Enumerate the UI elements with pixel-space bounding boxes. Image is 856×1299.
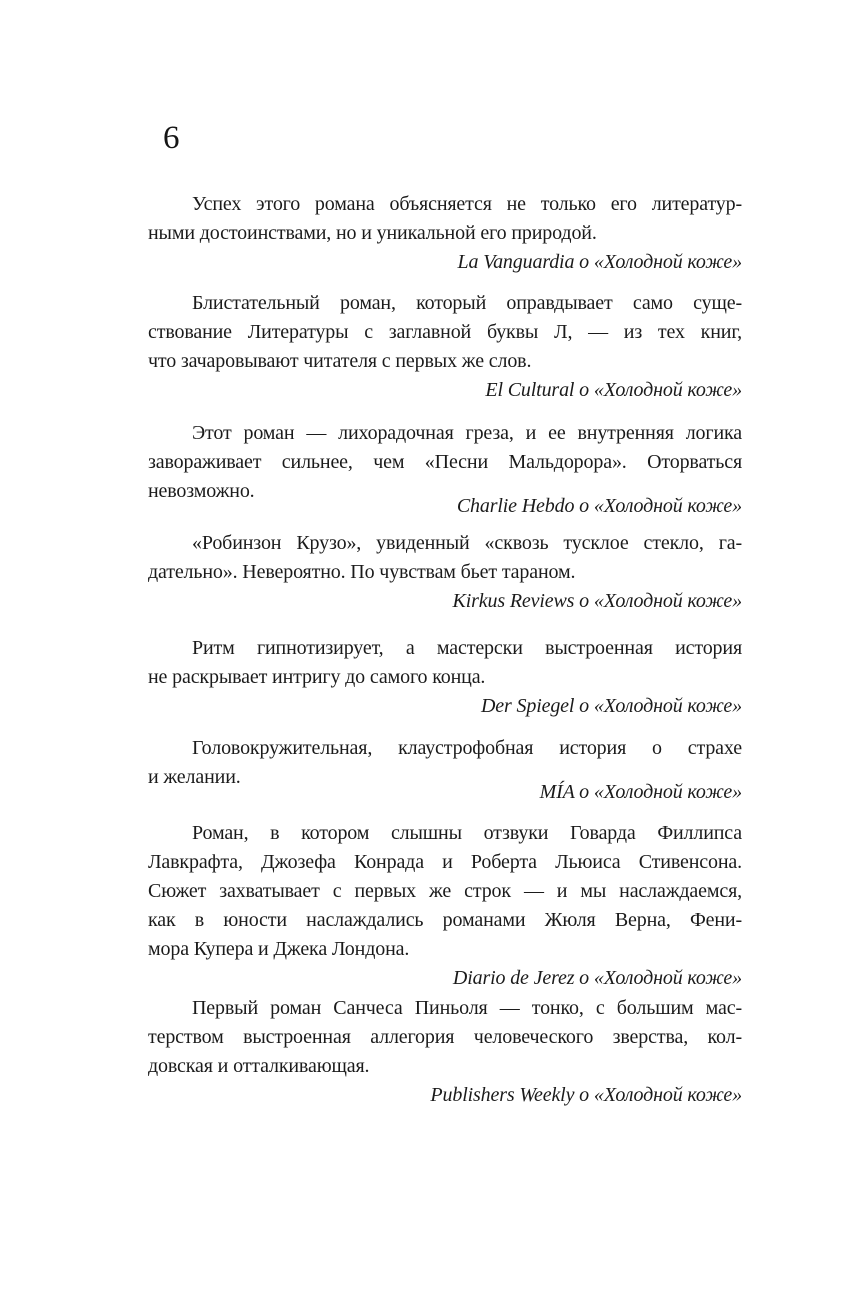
quote-line: завораживает сильнее, чем «Песни Мальдорора». Оторваться — [148, 451, 742, 473]
quote-line: ствование Литературы с заглавной буквы Л, — из тех книг, — [148, 321, 742, 343]
review-attribution: El Cultural о «Холодной коже» — [485, 379, 742, 401]
quote-line: довская и отталкивающая. — [148, 1055, 370, 1077]
review-quote — [148, 289, 742, 376]
quote-line: Сюжет захватывает с первых же строк — и мы наслаждаемся, — [148, 880, 742, 902]
review-quote — [148, 529, 742, 587]
quote-line: не раскрывает интригу до самого конца. — [148, 666, 486, 688]
review-attribution: MÍA о «Холодной коже» — [539, 781, 742, 803]
quote-line: Ритм гипнотизирует, а мастерски выстроенная история — [192, 637, 742, 659]
quote-line: Роман, в котором слышны отзвуки Говарда Филлипса — [192, 822, 742, 844]
review-block — [148, 529, 742, 616]
review-block — [148, 419, 742, 521]
review-attribution: Publishers Weekly о «Холодной коже» — [430, 1084, 742, 1106]
quote-line: дательно». Невероятно. По чувствам бьет тараном. — [148, 561, 576, 583]
quote-line: Первый роман Санчеса Пиньоля — тонко, с большим мас- — [192, 997, 742, 1019]
quote-line: что зачаровывают читателя с первых же слов. — [148, 350, 532, 372]
review-quote — [148, 190, 742, 248]
quote-line: и желании. — [148, 766, 241, 788]
quote-line: как в юности наслаждались романами Жюля Верна, Фени- — [148, 909, 742, 931]
review-quote — [148, 994, 742, 1081]
quote-line: ными достоинствами, но и уникальной его природой. — [148, 222, 597, 244]
review-attribution: Diario de Jerez о «Холодной коже» — [452, 967, 742, 989]
review-block — [148, 289, 742, 405]
quote-line: Этот роман — лихорадочная греза, и ее внутренняя логика — [192, 422, 742, 444]
review-attribution: Der Spiegel о «Холодной коже» — [481, 695, 742, 717]
quote-line: терством выстроенная аллегория человеческого зверства, кол- — [148, 1026, 742, 1048]
review-attribution: La Vanguardia о «Холодной коже» — [457, 251, 742, 273]
quote-line: Успех этого романа объясняется не только его литератур- — [192, 193, 742, 215]
review-block — [148, 819, 742, 993]
review-attribution: Kirkus Reviews о «Холодной коже» — [452, 590, 742, 612]
quote-line: Блистательный роман, который оправдывает само суще- — [192, 292, 742, 314]
review-block — [148, 190, 742, 277]
quote-line: Лавкрафта, Джозефа Конрада и Роберта Льюиса Стивенсона. — [148, 851, 742, 873]
quote-line: невозможно. — [148, 480, 255, 502]
review-quote — [148, 819, 742, 964]
quote-line: Головокружительная, клаустрофобная история о страхе — [192, 737, 742, 759]
review-block — [148, 734, 742, 807]
review-block — [148, 634, 742, 721]
review-quote — [148, 634, 742, 692]
review-attribution: Charlie Hebdo о «Холодной коже» — [456, 495, 742, 517]
quote-line: «Робинзон Крузо», увиденный «сквозь тусклое стекло, га- — [192, 532, 742, 554]
review-block — [148, 994, 742, 1110]
page-number: 6 — [163, 120, 180, 156]
quote-line: мора Купера и Джека Лондона. — [148, 938, 410, 960]
